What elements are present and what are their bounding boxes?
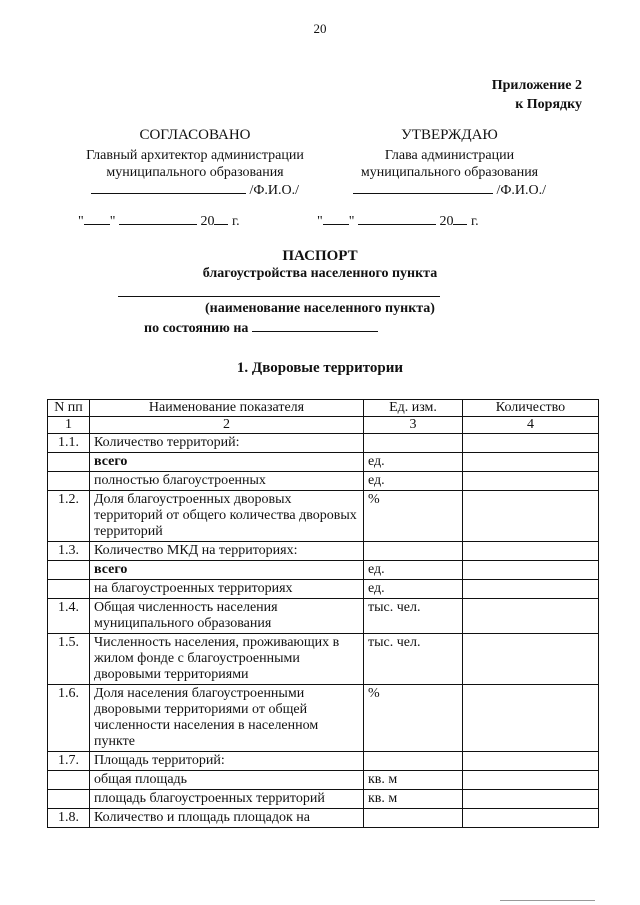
- row-unit: тыс. чел.: [364, 599, 463, 634]
- passport-subtitle: благоустройства населенного пункта: [202, 266, 438, 281]
- row-unit: %: [364, 685, 463, 752]
- date-year-line: [214, 212, 228, 225]
- row-quantity: [463, 752, 599, 771]
- row-indicator-name: Количество и площадь площадок на: [90, 809, 364, 828]
- table-row: [48, 580, 599, 599]
- row-unit: ед.: [364, 453, 463, 472]
- row-number: 1.3.: [48, 542, 90, 561]
- table-header-row: [48, 400, 599, 417]
- row-number: 1.4.: [48, 599, 90, 634]
- row-indicator-name: Доля населения благоустроенными дворовыми территориями от общей численности населения в населенном пункте: [90, 685, 364, 752]
- table-row: [48, 453, 599, 472]
- row-quantity: [463, 809, 599, 828]
- settlement-name-hint: (наименование населенного пункта): [205, 301, 435, 316]
- row-quantity: [463, 453, 599, 472]
- passport-title: ПАСПОРТ: [282, 248, 358, 264]
- header-qty: Количество: [463, 400, 599, 417]
- row-number: 1.6.: [48, 685, 90, 752]
- header-num: N пп: [48, 400, 90, 417]
- annex-line-2: к Порядку: [515, 97, 582, 112]
- header-unit: Ед. изм.: [364, 400, 463, 417]
- row-number: 1.7.: [48, 752, 90, 771]
- approval-right-fio: /Ф.И.О./: [496, 183, 547, 198]
- table-row: [48, 634, 599, 685]
- table-row: [48, 599, 599, 634]
- date-month-line: [358, 212, 436, 225]
- row-quantity: [463, 790, 599, 809]
- date-quote-open: ": [78, 214, 84, 229]
- table-row: [48, 809, 599, 828]
- row-indicator-name: общая площадь: [90, 771, 364, 790]
- table-row: [48, 434, 599, 453]
- approval-left-heading: СОГЛАСОВАНО: [139, 127, 251, 143]
- approval-left: [70, 127, 320, 199]
- row-number: [48, 790, 90, 809]
- as-of-date: [144, 319, 378, 337]
- approval-right-date: [317, 212, 479, 230]
- table-row: [48, 561, 599, 580]
- row-indicator-name: Количество территорий:: [90, 434, 364, 453]
- row-quantity: [463, 580, 599, 599]
- table-row: [48, 771, 599, 790]
- row-quantity: [463, 771, 599, 790]
- row-number: [48, 771, 90, 790]
- row-unit: кв. м: [364, 771, 463, 790]
- approval-right-line-2: муниципального образования: [360, 165, 539, 180]
- as-of-label: по состоянию на: [144, 321, 249, 336]
- row-indicator-name: Количество МКД на территориях:: [90, 542, 364, 561]
- row-unit: [364, 542, 463, 561]
- date-day-line: [84, 212, 110, 225]
- row-quantity: [463, 472, 599, 491]
- table-row: [48, 491, 599, 542]
- approval-right-heading: УТВЕРЖДАЮ: [401, 127, 498, 143]
- signature-line: [353, 181, 493, 194]
- date-year-line: [453, 212, 467, 225]
- row-unit: ед.: [364, 561, 463, 580]
- table-row: [48, 542, 599, 561]
- approval-left-line-2: муниципального образования: [106, 165, 284, 180]
- approval-right-signature: [322, 181, 577, 199]
- row-indicator-name: Общая численность населения муниципального образования: [90, 599, 364, 634]
- footer-rule: [500, 900, 595, 901]
- table-row: [48, 790, 599, 809]
- approval-right-line-1: Глава администрации: [384, 148, 515, 163]
- row-number: 1.2.: [48, 491, 90, 542]
- annex-label: [492, 76, 582, 114]
- row-quantity: [463, 685, 599, 752]
- row-indicator-name: Площадь территорий:: [90, 752, 364, 771]
- date-year-prefix: 20: [200, 214, 215, 229]
- col-number: 3: [364, 417, 463, 434]
- approval-right: [322, 127, 577, 199]
- column-number-row: [48, 417, 599, 434]
- indicators-table: [47, 399, 599, 828]
- date-year-prefix: 20: [439, 214, 454, 229]
- row-indicator-name: всего: [90, 453, 364, 472]
- row-quantity: [463, 561, 599, 580]
- annex-line-1: Приложение 2: [491, 78, 582, 93]
- row-unit: %: [364, 491, 463, 542]
- row-unit: ед.: [364, 472, 463, 491]
- row-indicator-name: площадь благоустроенных территорий: [90, 790, 364, 809]
- date-quote-open: ": [317, 214, 323, 229]
- row-unit: тыс. чел.: [364, 634, 463, 685]
- date-year-suffix: г.: [470, 214, 479, 229]
- date-month-line: [119, 212, 197, 225]
- row-unit: ед.: [364, 580, 463, 599]
- row-indicator-name: Доля благоустроенных дворовых территорий от общего количества дворовых территорий: [90, 491, 364, 542]
- table-row: [48, 472, 599, 491]
- date-year-suffix: г.: [231, 214, 240, 229]
- col-number: 4: [463, 417, 599, 434]
- row-unit: кв. м: [364, 790, 463, 809]
- section-title: 1. Дворовые территории: [236, 360, 404, 376]
- page-number: 20: [313, 21, 327, 36]
- row-unit: [364, 434, 463, 453]
- row-number: [48, 580, 90, 599]
- row-indicator-name: на благоустроенных территориях: [90, 580, 364, 599]
- row-quantity: [463, 599, 599, 634]
- header-name: Наименование показателя: [90, 400, 364, 417]
- row-indicator-name: полностью благоустроенных: [90, 472, 364, 491]
- date-day-line: [323, 212, 349, 225]
- row-quantity: [463, 491, 599, 542]
- row-number: [48, 561, 90, 580]
- row-number: 1.5.: [48, 634, 90, 685]
- settlement-name-line: [118, 296, 440, 297]
- row-number: 1.8.: [48, 809, 90, 828]
- row-number: [48, 453, 90, 472]
- row-quantity: [463, 434, 599, 453]
- approval-left-fio: /Ф.И.О./: [249, 183, 300, 198]
- approval-left-line-1: Главный архитектор администрации: [86, 148, 304, 163]
- date-quote-close: ": [109, 214, 116, 229]
- row-unit: [364, 809, 463, 828]
- row-indicator-name: Численность населения, проживающих в жилом фонде с благоустроенными дворовыми территориями: [90, 634, 364, 685]
- approval-left-signature: [70, 181, 320, 199]
- row-number: [48, 472, 90, 491]
- row-indicator-name: всего: [90, 561, 364, 580]
- date-quote-close: ": [348, 214, 355, 229]
- col-number: 1: [48, 417, 90, 434]
- signature-line: [91, 181, 246, 194]
- col-number: 2: [90, 417, 364, 434]
- row-quantity: [463, 542, 599, 561]
- row-unit: [364, 752, 463, 771]
- approval-left-date: [78, 212, 240, 230]
- table-row: [48, 752, 599, 771]
- row-quantity: [463, 634, 599, 685]
- as-of-line: [252, 319, 378, 332]
- row-number: 1.1.: [48, 434, 90, 453]
- table-row: [48, 685, 599, 752]
